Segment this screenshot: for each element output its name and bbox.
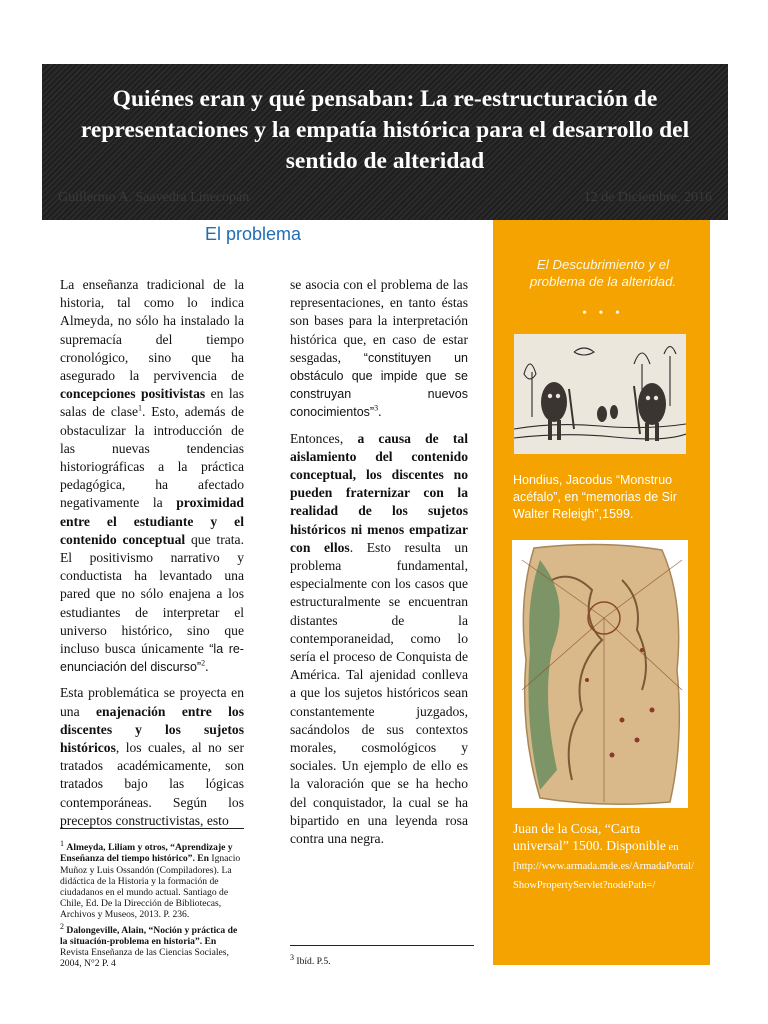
- footnote: $^2$ Dalongeville, Alain, “Noción y práctica de la situación-problema en historia”. En Revista Enseñanza de las Ciencias Sociales, 2004, N°2 P. 4: [60, 921, 238, 970]
- footnote-ref: 3: [374, 403, 379, 413]
- footnotes-column-2: [290, 952, 474, 967]
- map-image: [512, 540, 688, 808]
- quote: “la re-enunciación del discurso”: [60, 642, 244, 675]
- bold-phrase: proximidad entre el estudiante y el contenido conceptual: [60, 495, 244, 547]
- bold-phrase: concepciones positivistas: [60, 386, 206, 402]
- footnote-divider: [60, 828, 244, 829]
- sidebar-dots: • • •: [582, 306, 624, 321]
- footnote-ref: 2: [201, 658, 206, 668]
- footnote: $^1$ Almeyda, Liliam y otros, “Aprendizaje y Enseñanza del tiempo histórico”. En Ignacio Muñoz y Luis Ossandón (Compiladores). La didáctica de la Historia y la formación de ciudadanos en el mundo actual. Santiago de Chile, Ed. De la Dirección de Bibliotecas, Archivos y Museos, 2013. P. 236.: [60, 839, 241, 921]
- document-title: Quiénes eran y qué pensaban: La re-estructuración de representaciones y la empatía histórica para el desarrollo del sentido de alteridad: [80, 86, 690, 174]
- title-banner: [42, 64, 728, 220]
- paragraph: Esta problemática se proyecta en una enajenación entre los discentes y los sujetos históricos, los cuales, al no ser tratados académicamente, son tratados bajo las lógicas contemporáneas. Según los preceptos constructivistas, esto: [60, 685, 244, 828]
- footnote: $^3$ Ibíd. P.5.: [290, 953, 331, 968]
- sidebar: [493, 220, 710, 965]
- paragraph: Entonces, a causa de tal aislamiento del contenido conceptual, los discentes no pueden fraternizar con la realidad de los sujetos históricos ni menos empatizar con ellos. Esto resulta un problema fundamental, especialmente con los casos que estructuralmente se encuentran distantes de la contemporaneidad, como lo sería el proceso de Conquista de América. Tal ajenidad conlleva a que los sujetos históricos sean constantemente juzgados, sacándolos de sus contextos morales, cosmológicos y sociales. Un ejemplo de ello es la valoración que se ha hecho del conquistador, la cual se ha bipartido en una leyenda rosa contra una negra.: [290, 430, 468, 847]
- paragraph: se asocia con el problema de las representaciones, en tanto éstas son bases para la interpretación histórica que, en caso de estar sesgadas, “constituyen un obstáculo que impide que se construyan nuevos conocimientos”$^3$.: [290, 277, 468, 420]
- footnotes-column-1: [60, 838, 244, 970]
- image-caption: Juan de la Cosa, “Carta universal” 1500. Disponible en [http://www.armada.mde.es/ArmadaPortal/ShowPropertyServlet?nodePath=/: [513, 821, 694, 891]
- footnote-divider: [290, 945, 474, 946]
- quote: “constituyen un obstáculo que impide que se construyan nuevos conocimientos”: [290, 350, 468, 420]
- bold-phrase: enajenación entre los discentes y los sujetos históricos: [60, 703, 244, 756]
- footnote-ref: 1: [138, 403, 143, 413]
- byline: [58, 190, 712, 206]
- text-column-2: [290, 276, 468, 856]
- paragraph: La enseñanza tradicional de la historia, tal como lo indica Almeyda, no sólo ha instalado la supremacía del tiempo cronológico, sino que ha asegurado la pervivencia de concepciones positivistas en las salas de clase$^1$. Esto, además de obstaculizar la introducción de las nuevas tendencias historiográficas a la práctica pedagógica, ha afectado negativamente la proximidad entre el estudiante y el contenido conceptual que trata. El positivismo narrativo y conductista ha levantado una pared que no sólo enajena a los estudiantes de interpretar el universo histórico, sino que incluso busca únicamente “la re-enunciación del discurso”$^2$.: [60, 277, 244, 675]
- publication-date: 12 de Diciembre, 2016: [583, 190, 712, 205]
- image-caption: Hondius, Jacodus “Monstruo acéfalo”, en “memorias de Sir Walter Releigh”,1599.: [513, 473, 677, 521]
- bold-phrase: a causa de tal aislamiento del contenido conceptual, los discentes no pueden fraternizar con la realidad de los sujetos históricos ni menos empatizar con ellos: [290, 430, 468, 555]
- section-title: El problema: [205, 224, 302, 244]
- engraving-image: [514, 334, 686, 454]
- sidebar-heading: El Descubrimiento y el problema de la alteridad.: [529, 257, 677, 289]
- text-column-1: [60, 276, 244, 838]
- author-name: Guillermo A. Saavedra Linecopán: [58, 190, 250, 205]
- source-link[interactable]: [http://www.armada.mde.es/ArmadaPortal/ShowPropertyServlet?nodePath=/: [513, 861, 694, 891]
